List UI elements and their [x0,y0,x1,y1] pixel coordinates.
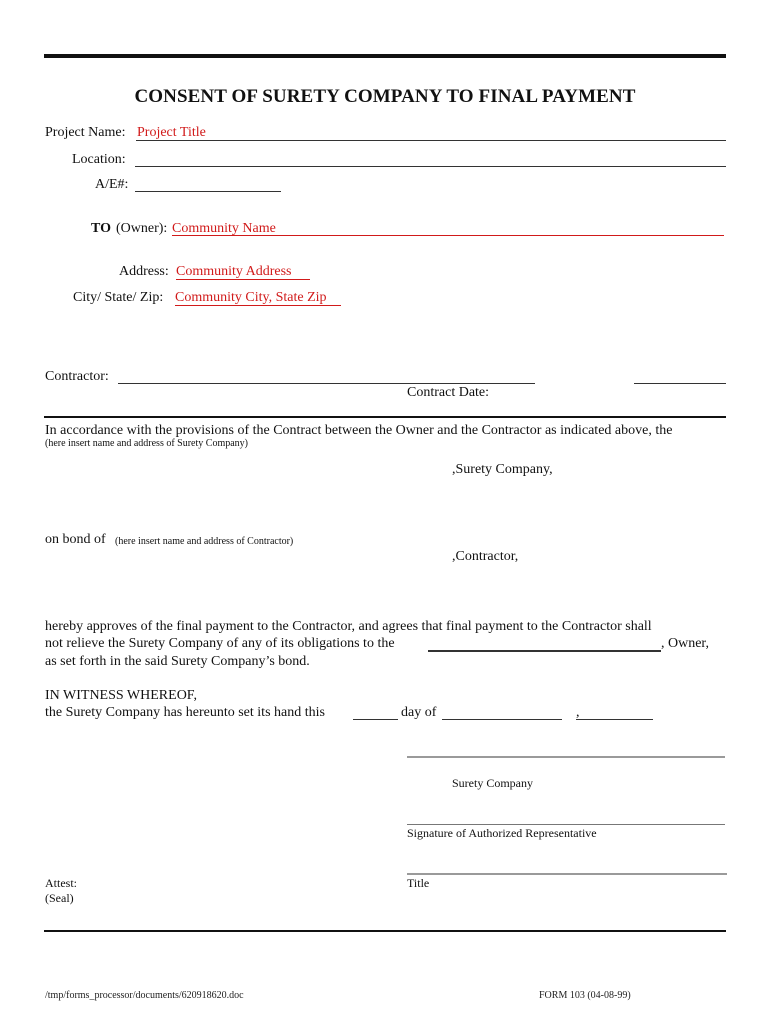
ae-label: A/E#: [95,177,129,192]
approval-line-1: hereby approves of the final payment to the Contractor, and agrees that final payment to the Contractor shall [45,619,652,634]
year-comma: , [576,705,580,720]
ae-line[interactable] [135,191,281,192]
address-label: Address: [119,264,169,279]
address-value[interactable]: Community Address [176,264,292,279]
approval-line-3: as set forth in the said Surety Company’s bond. [45,654,310,669]
surety-company-suffix: ,Surety Company, [452,462,553,477]
owner-line[interactable] [172,235,724,236]
contract-date-line[interactable] [634,383,726,384]
footer-form-number: FORM 103 (04-08-99) [539,990,631,1001]
section-divider [44,416,726,418]
location-line[interactable] [135,166,726,167]
witness-text: the Surety Company has hereunto set its hand this [45,705,325,720]
accordance-text: In accordance with the provisions of the Contract between the Owner and the Contractor as indicated above, the [45,423,673,438]
authorized-signature-caption: Signature of Authorized Representative [407,826,597,840]
project-name-label: Project Name: [45,125,126,140]
day-line[interactable] [353,719,398,720]
authorized-signature-line[interactable] [407,824,725,825]
bond-label: on bond of [45,532,106,547]
attest-label: Attest: [45,876,77,890]
approval-line-2b: , Owner, [661,636,710,651]
approval-line-2a: not relieve the Surety Company of any of its obligations to the [45,636,395,651]
owner-value[interactable]: Community Name [172,221,276,236]
title-caption: Title [407,876,430,890]
surety-hint: (here insert name and address of Surety Company) [45,438,248,449]
day-of-label: day of [401,705,437,720]
month-line[interactable] [442,719,562,720]
seal-label: (Seal) [45,891,74,905]
owner-name-line[interactable] [428,650,661,652]
project-name-value[interactable]: Project Title [137,125,206,140]
title-line[interactable] [407,873,727,875]
surety-company-line[interactable] [407,756,725,758]
city-label: City/ State/ Zip: [73,290,164,305]
form-title: CONSENT OF SURETY COMPANY TO FINAL PAYMENT [134,86,636,107]
address-line[interactable] [176,279,310,280]
location-label: Location: [72,152,126,167]
owner-label: (Owner): [116,221,168,236]
contract-date-label: Contract Date: [407,385,490,400]
to-bold: TO [91,221,111,236]
witness-heading: IN WITNESS WHEREOF, [45,688,197,703]
contractor-suffix: ,Contractor, [452,549,519,564]
contractor-label: Contractor: [45,369,109,384]
bottom-rule [44,930,726,932]
year-line[interactable] [576,719,653,720]
city-value[interactable]: Community City, State Zip [175,290,327,305]
footer-path: /tmp/forms_processor/documents/620918620.doc [45,990,244,1001]
top-rule [44,54,726,58]
contractor-line[interactable] [118,383,535,384]
project-name-line[interactable] [136,140,726,141]
city-line[interactable] [175,305,341,306]
contractor-hint: (here insert name and address of Contractor) [115,536,294,547]
surety-company-caption: Surety Company [452,776,533,790]
